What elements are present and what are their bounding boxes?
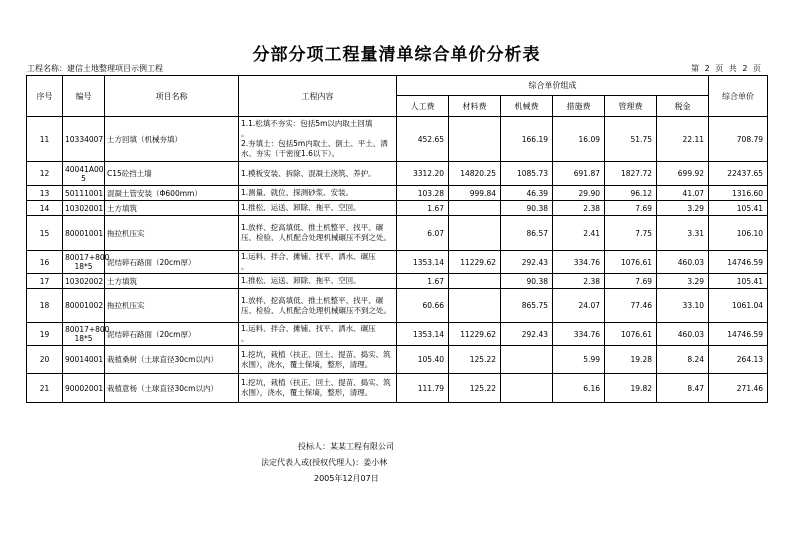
cell-tax: 22.11 bbox=[657, 117, 709, 162]
cell-material bbox=[449, 274, 501, 289]
header-content: 工程内容 bbox=[239, 76, 397, 117]
cell-tax: 8.24 bbox=[657, 346, 709, 374]
cell-management: 77.46 bbox=[605, 289, 657, 323]
cell-management: 7.69 bbox=[605, 201, 657, 216]
header-total: 综合单价 bbox=[709, 76, 768, 117]
cell-measure: 334.76 bbox=[553, 251, 605, 274]
cell-labor: 1.67 bbox=[397, 274, 449, 289]
cell-labor: 1353.14 bbox=[397, 251, 449, 274]
cell-machine: 46.39 bbox=[501, 186, 553, 201]
table-body bbox=[27, 117, 768, 403]
table-row bbox=[27, 251, 768, 274]
table-row bbox=[27, 289, 768, 323]
cell-total: 22437.65 bbox=[709, 162, 768, 186]
cell-name: 泥结碎石路面（20cm厚） bbox=[105, 323, 239, 346]
cell-labor: 60.66 bbox=[397, 289, 449, 323]
cell-name: 土方填筑 bbox=[105, 274, 239, 289]
cell-code: 10334007 bbox=[63, 117, 105, 162]
cell-labor: 111.79 bbox=[397, 374, 449, 403]
cell-name: 泥结碎石路面（20cm厚） bbox=[105, 251, 239, 274]
cell-tax: 3.29 bbox=[657, 201, 709, 216]
cell-material: 125.22 bbox=[449, 346, 501, 374]
cell-seq: 20 bbox=[27, 346, 63, 374]
cell-management: 7.75 bbox=[605, 216, 657, 251]
cell-material bbox=[449, 216, 501, 251]
cell-content: 1.放样、挖高填低、推土机整平、找平、碾压、检验、人机配合处理机械碾压不到之处。 bbox=[239, 289, 397, 323]
cell-code: 80001001 bbox=[63, 216, 105, 251]
cell-machine: 166.19 bbox=[501, 117, 553, 162]
table-row bbox=[27, 162, 768, 186]
cell-seq: 14 bbox=[27, 201, 63, 216]
cell-code: 80017+800 18*5 bbox=[63, 251, 105, 274]
cell-tax: 3.31 bbox=[657, 216, 709, 251]
cell-content: 1.挖坑，栽植（扶正、回土、提苗、捣实、筑水围），浇水，覆土保墒，整形，清理。 bbox=[239, 374, 397, 403]
cell-total: 1061.04 bbox=[709, 289, 768, 323]
cell-code: 90014001 bbox=[63, 346, 105, 374]
cell-seq: 15 bbox=[27, 216, 63, 251]
cell-labor: 105.40 bbox=[397, 346, 449, 374]
cell-name: C15砼挡土墙 bbox=[105, 162, 239, 186]
bidder-label: 投标人：某某工程有限公司 bbox=[298, 442, 394, 451]
header-material: 材料费 bbox=[449, 96, 501, 117]
representative-label: 法定代表人或(授权代理人)：姜小林 bbox=[261, 458, 388, 467]
cell-seq: 12 bbox=[27, 162, 63, 186]
table-row bbox=[27, 374, 768, 403]
cell-name: 拖拉机压实 bbox=[105, 289, 239, 323]
cell-name: 土方回填（机械夯填） bbox=[105, 117, 239, 162]
cell-seq: 17 bbox=[27, 274, 63, 289]
cell-management: 1076.61 bbox=[605, 323, 657, 346]
cell-management: 51.75 bbox=[605, 117, 657, 162]
cell-total: 14746.59 bbox=[709, 251, 768, 274]
cell-tax: 3.29 bbox=[657, 274, 709, 289]
cell-total: 264.13 bbox=[709, 346, 768, 374]
cell-name: 土方填筑 bbox=[105, 201, 239, 216]
cell-seq: 21 bbox=[27, 374, 63, 403]
cell-machine: 90.38 bbox=[501, 274, 553, 289]
cell-code: 10302002 bbox=[63, 274, 105, 289]
header-seq: 序号 bbox=[27, 76, 63, 117]
cell-total: 105.41 bbox=[709, 274, 768, 289]
cell-material: 14820.25 bbox=[449, 162, 501, 186]
cell-measure: 2.38 bbox=[553, 201, 605, 216]
cell-material: 11229.62 bbox=[449, 251, 501, 274]
cell-code: 80001002 bbox=[63, 289, 105, 323]
cell-material bbox=[449, 289, 501, 323]
header-name: 项目名称 bbox=[105, 76, 239, 117]
header-management: 管理费 bbox=[605, 96, 657, 117]
cell-machine: 90.38 bbox=[501, 201, 553, 216]
cell-measure: 691.87 bbox=[553, 162, 605, 186]
header-composition: 综合单价组成 bbox=[397, 76, 709, 96]
cell-code: 80017+800 18*5 bbox=[63, 323, 105, 346]
cell-labor: 1.67 bbox=[397, 201, 449, 216]
cell-material bbox=[449, 117, 501, 162]
cell-name: 栽植意杨（土球直径30cm以内） bbox=[105, 374, 239, 403]
cell-total: 106.10 bbox=[709, 216, 768, 251]
page-title: 分部分项工程量清单综合单价分析表 bbox=[252, 45, 541, 65]
cell-measure: 334.76 bbox=[553, 323, 605, 346]
cell-total: 14746.59 bbox=[709, 323, 768, 346]
table-row bbox=[27, 346, 768, 374]
cell-measure: 6.16 bbox=[553, 374, 605, 403]
cell-content: 1.推松、运送、卸除、拖平、空回。 bbox=[239, 274, 397, 289]
cell-tax: 460.03 bbox=[657, 323, 709, 346]
cell-name: 混凝土管安装（Φ600mm） bbox=[105, 186, 239, 201]
cell-machine: 292.43 bbox=[501, 251, 553, 274]
cell-material: 11229.62 bbox=[449, 323, 501, 346]
table-row bbox=[27, 186, 768, 201]
cell-seq: 19 bbox=[27, 323, 63, 346]
header-labor: 人工费 bbox=[397, 96, 449, 117]
cell-code: 50111001 bbox=[63, 186, 105, 201]
cell-measure: 2.41 bbox=[553, 216, 605, 251]
cell-name: 拖拉机压实 bbox=[105, 216, 239, 251]
cell-tax: 33.10 bbox=[657, 289, 709, 323]
project-name: 工程名称：建信土地整理项目示例工程 bbox=[27, 64, 163, 73]
cell-labor: 452.65 bbox=[397, 117, 449, 162]
page-indicator: 第 2 页 共 2 页 bbox=[691, 64, 761, 73]
cell-code: 10302001 bbox=[63, 201, 105, 216]
cell-machine: 1085.73 bbox=[501, 162, 553, 186]
cell-management: 7.69 bbox=[605, 274, 657, 289]
cell-tax: 699.92 bbox=[657, 162, 709, 186]
cell-content: 1.推松、运送、卸除、拖平、空回。 bbox=[239, 201, 397, 216]
cell-content: 1.测量、就位、探测砂浆、安装。 bbox=[239, 186, 397, 201]
cell-seq: 11 bbox=[27, 117, 63, 162]
cell-machine: 292.43 bbox=[501, 323, 553, 346]
cell-code: 90002001 bbox=[63, 374, 105, 403]
cell-labor: 103.28 bbox=[397, 186, 449, 201]
cell-material: 999.84 bbox=[449, 186, 501, 201]
cell-content: 1.挖坑，栽植（扶正、回土、提苗、捣实、筑水围），浇水，覆土保墒，整形，清理。 bbox=[239, 346, 397, 374]
cell-total: 708.79 bbox=[709, 117, 768, 162]
header-measure: 措施费 bbox=[553, 96, 605, 117]
table-row bbox=[27, 117, 768, 162]
cell-material: 125.22 bbox=[449, 374, 501, 403]
cell-total: 105.41 bbox=[709, 201, 768, 216]
table-row bbox=[27, 323, 768, 346]
cell-total: 271.46 bbox=[709, 374, 768, 403]
cell-management: 1076.61 bbox=[605, 251, 657, 274]
cell-machine: 86.57 bbox=[501, 216, 553, 251]
analysis-table bbox=[26, 75, 768, 403]
table-row bbox=[27, 216, 768, 251]
cell-management: 19.82 bbox=[605, 374, 657, 403]
cell-management: 96.12 bbox=[605, 186, 657, 201]
cell-content: 1.模板安装、拆除、混凝土浇筑、养护。 bbox=[239, 162, 397, 186]
header-machine: 机械费 bbox=[501, 96, 553, 117]
cell-tax: 8.47 bbox=[657, 374, 709, 403]
cell-measure: 29.90 bbox=[553, 186, 605, 201]
cell-seq: 18 bbox=[27, 289, 63, 323]
header-tax: 税金 bbox=[657, 96, 709, 117]
cell-labor: 3312.20 bbox=[397, 162, 449, 186]
cell-measure: 16.09 bbox=[553, 117, 605, 162]
cell-measure: 2.38 bbox=[553, 274, 605, 289]
cell-tax: 41.07 bbox=[657, 186, 709, 201]
cell-content: 1.运料、拌合、摊铺、找平、洒水、碾压 。 bbox=[239, 323, 397, 346]
cell-code: 40041A00 5 bbox=[63, 162, 105, 186]
cell-labor: 1353.14 bbox=[397, 323, 449, 346]
cell-seq: 16 bbox=[27, 251, 63, 274]
cell-machine bbox=[501, 346, 553, 374]
date-label: 2005年12月07日 bbox=[314, 474, 379, 483]
cell-content: 1.运料、拌合、摊铺、找平、洒水、碾压 。 bbox=[239, 251, 397, 274]
cell-measure: 5.99 bbox=[553, 346, 605, 374]
table-row bbox=[27, 201, 768, 216]
table-row bbox=[27, 274, 768, 289]
cell-seq: 13 bbox=[27, 186, 63, 201]
cell-content: 1.1.松填不夯实：包括5m以内取土回填 。 2.夯填土：包括5m内取土、倒土、平土、洒水、夯实（干密度1.6以下）。 bbox=[239, 117, 397, 162]
header-code: 编号 bbox=[63, 76, 105, 117]
cell-management: 1827.72 bbox=[605, 162, 657, 186]
cell-material bbox=[449, 201, 501, 216]
cell-management: 19.28 bbox=[605, 346, 657, 374]
cell-machine bbox=[501, 374, 553, 403]
cell-total: 1316.60 bbox=[709, 186, 768, 201]
cell-tax: 460.03 bbox=[657, 251, 709, 274]
cell-labor: 6.07 bbox=[397, 216, 449, 251]
cell-measure: 24.07 bbox=[553, 289, 605, 323]
cell-name: 栽植桑树（土球直径30cm以内） bbox=[105, 346, 239, 374]
cell-machine: 865.75 bbox=[501, 289, 553, 323]
cell-content: 1.放样、挖高填低、推土机整平、找平、碾压、检验、人机配合处理机械碾压不到之处。 bbox=[239, 216, 397, 251]
